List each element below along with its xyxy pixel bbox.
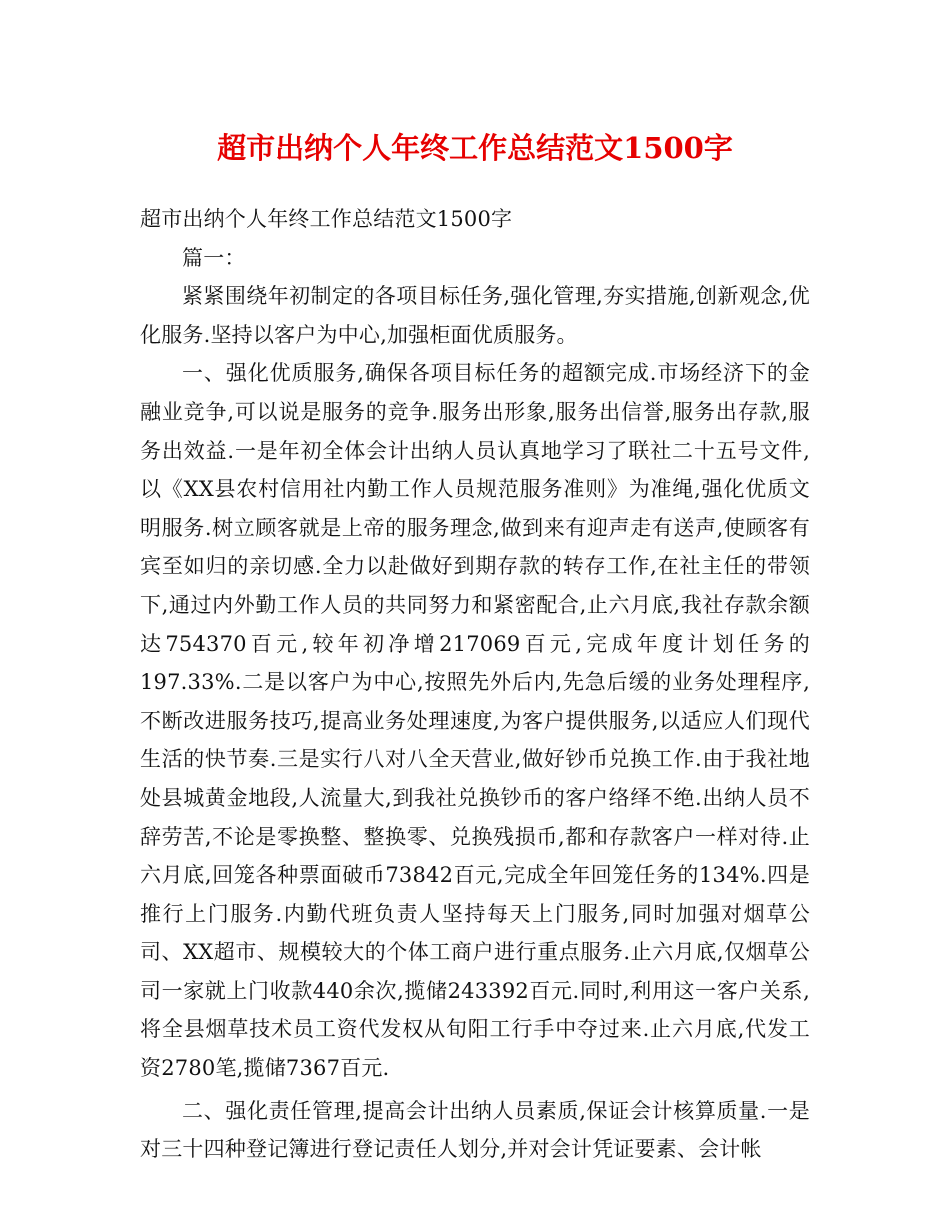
section-label: 篇一：: [182, 245, 246, 270]
paragraph-section-one: 一、强化优质服务,确保各项目标任务的超额完成.市场经济下的金融业竞争,可以说是服务的竞争.服务出形象,服务出信誉,服务出存款,服务出效益.一是年初全体会计出纳人员认真地学习了联社二十五号文件,以《XX县农村信用社内勤工作人员规范服务准则》为准绳,强化优质文明服务.树立顾客就是上帝的服务理念,做到来有迎声走有送声,使顾客有宾至如归的亲切感.全力以赴做好到期存款的转存工作,在社主任的带领下,通过内外勤工作人员的共同努力和紧密配合,止六月底,我社存款余额达754370百元,较年初净增217069百元,完成年度计划任务的197.33%.二是以客户为中心,按照先外后内,先急后缓的业务处理程序,不断改进服务技巧,提高业务处理速度,为客户提供服务,以适应人们现代生活的快节奏.三是实行八对八全天营业,做好钞币兑换工作.由于我社地处县城黄金地段,人流量大,到我社兑换钞币的客户络绎不绝.出纳人员不辞劳苦,不论是零换整、整换零、兑换残损币,都和存款客户一样对待.止六月底,回笼各种票面破币73842百元,完成全年回笼任务的134%.四是推行上门服务.内勤代班负责人坚持每天上门服务,同时加强对烟草公司、XX超市、规模较大的个体工商户进行重点服务.止六月底,仅烟草公司一家就上门收款440余次,揽储243392百元.同时,利用这一客户关系,将全县烟草技术员工资代发权从旬阳工行手中夺过来.止六月底,代发工资2780笔,揽储7367百元.: [140, 361, 810, 1081]
document-title: 超市出纳个人年终工作总结范文1500字: [217, 131, 733, 165]
paragraph-intro: 紧紧围绕年初制定的各项目标任务,强化管理,夯实措施,创新观念,优化服务.坚持以客户为中心,加强柜面优质服务。: [140, 284, 810, 347]
paragraph-section-two: 二、强化责任管理,提高会计出纳人员素质,保证会计核算质量.一是对三十四种登记簿进行登记责任人划分,并对会计凭证要素、会计帐: [140, 1098, 810, 1162]
document-subtitle: 超市出纳个人年终工作总结范文1500字: [140, 207, 513, 231]
document-body: [140, 200, 810, 1169]
